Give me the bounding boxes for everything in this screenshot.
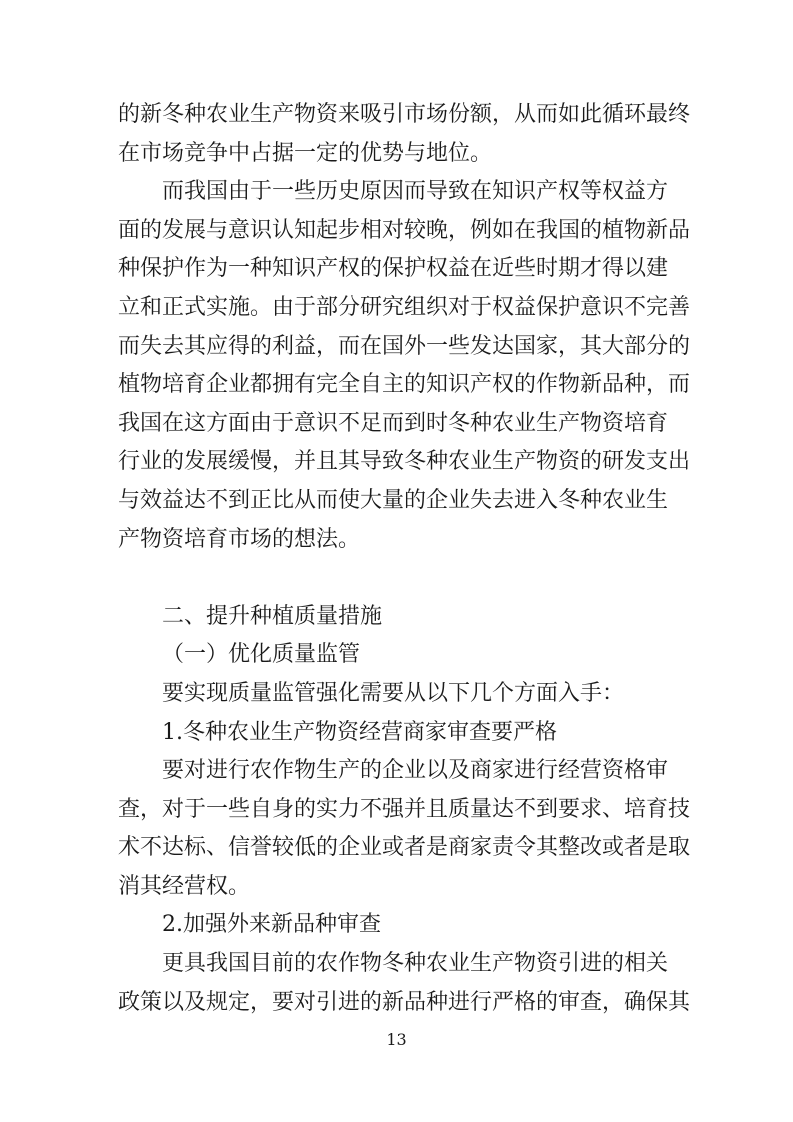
- text-line: 与效益达不到正比从而使大量的企业失去进入冬种农业生: [118, 487, 669, 513]
- numbered-item-heading: 2.加强外来新品种审查: [162, 912, 381, 938]
- text-line: 植物培育企业都拥有完全自主的知识产权的作物新品种，而: [118, 372, 691, 398]
- text-line: 要对进行农作物生产的企业以及商家进行经营资格审: [162, 758, 669, 784]
- subsection-heading: （一）优化质量监管: [162, 642, 361, 668]
- text-line: 在市场竞争中占据一定的优势与地位。: [118, 140, 493, 166]
- text-line: 产物资培育市场的想法。: [118, 526, 361, 552]
- text-line: 政策以及规定，要对引进的新品种进行严格的审查，确保其: [118, 989, 691, 1015]
- text-line: 我国在这方面由于意识不足而到时冬种农业生产物资培育: [118, 410, 669, 436]
- text-line: 而失去其应得的利益，而在国外一些发达国家，其大部分的: [118, 333, 691, 359]
- text-line: 种保护作为一种知识产权的保护权益在近些时期才得以建: [118, 256, 669, 282]
- text-line: 立和正式实施。由于部分研究组织对于权益保护意识不完善: [118, 294, 691, 320]
- text-line: 要实现质量监管强化需要从以下几个方面入手：: [162, 680, 625, 706]
- text-line: 面的发展与意识认知起步相对较晚，例如在我国的植物新品: [118, 217, 691, 243]
- numbered-item-heading: 1.冬种农业生产物资经营商家审查要严格: [162, 719, 557, 745]
- text-line: 行业的发展缓慢，并且其导致冬种农业生产物资的研发支出: [118, 449, 691, 475]
- section-heading: 二、提升种植质量措施: [162, 603, 383, 629]
- text-line: 的新冬种农业生产物资来吸引市场份额，从而如此循环最终: [118, 102, 691, 127]
- text-line: 术不达标、信誉较低的企业或者是商家责令其整改或者是取: [118, 835, 691, 861]
- page-number: 13: [386, 1030, 407, 1049]
- body-text: [118, 96, 691, 1022]
- text-line: 查，对于一些自身的实力不强并且质量达不到要求、培育技: [118, 796, 691, 822]
- text-line: 而我国由于一些历史原因而导致在知识产权等权益方: [162, 179, 669, 205]
- text-line: 更具我国目前的农作物冬种农业生产物资引进的相关: [162, 951, 669, 977]
- paragraph-gap: [118, 559, 678, 598]
- text-line: 消其经营权。: [118, 873, 251, 899]
